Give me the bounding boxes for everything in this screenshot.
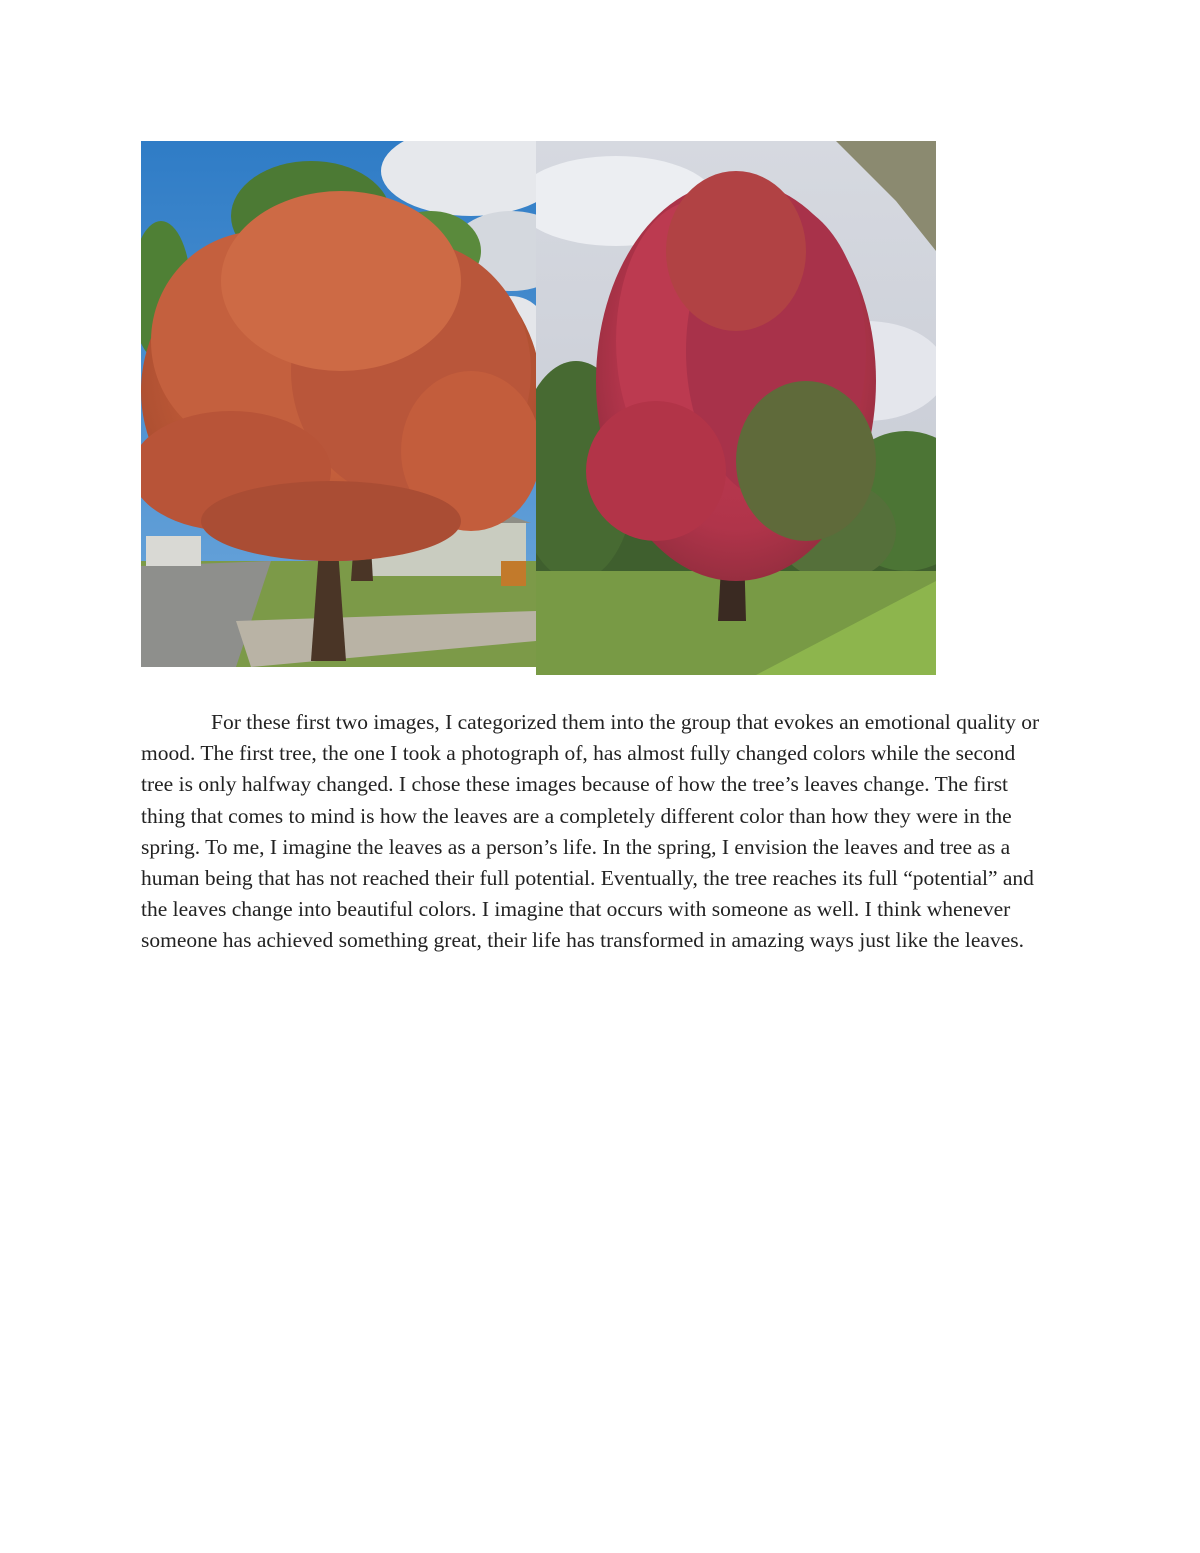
red-tree-photo [536, 141, 936, 675]
body-paragraph: For these first two images, I categorized them into the group that evokes an emotional quality or mood. The first tree, the one I took a photograph of, has almost fully changed colors while the second tree is only halfway changed. I chose these images because of how the tree’s leaves change. The first thing that comes to mind is how the leaves are a completely different color than how they were in the spring. To me, I imagine the leaves as a person’s life. In the spring, I envision the leaves and tree as a human being that has not reached their full potential. Eventually, the tree reaches its full “potential” and the leaves change into beautiful colors. I imagine that occurs with someone as well. I think whenever someone has achieved something great, their life has transformed in amazing ways just like the leaves. [141, 710, 1040, 953]
orange-tree-image [141, 141, 536, 667]
orange-tree-photo [141, 141, 536, 667]
red-tree-image [536, 141, 936, 675]
